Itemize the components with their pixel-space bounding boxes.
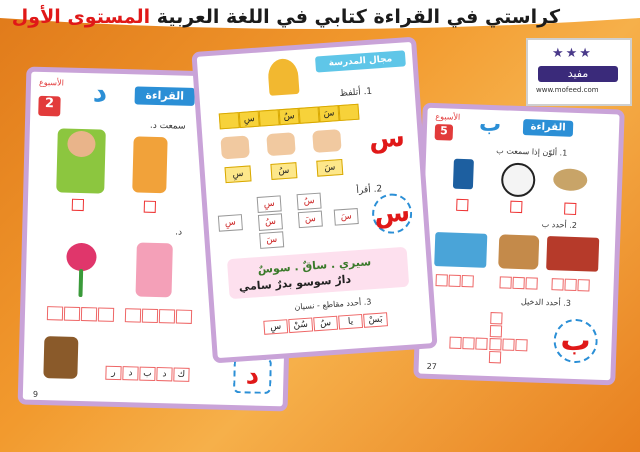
- syllable-pill: سِ: [257, 195, 282, 213]
- section-header: القراءة: [135, 86, 195, 106]
- grid-cell[interactable]: [502, 338, 514, 350]
- answer-cell[interactable]: [64, 307, 80, 321]
- grid-cell[interactable]: [515, 339, 527, 351]
- lesson-letter: د: [92, 75, 108, 109]
- girl-image: [135, 242, 172, 297]
- cat-image: [132, 136, 167, 193]
- words-line-1: سيري . ساقٌ . سوسٌ: [257, 255, 372, 277]
- rose-image: [66, 243, 97, 272]
- instruction-1: 1. ألوّن إذا سمعت ب: [496, 146, 568, 158]
- grid-cell[interactable]: [489, 338, 501, 350]
- answer-cell[interactable]: [81, 307, 97, 321]
- page-number: 27: [426, 361, 438, 372]
- letter-cell[interactable]: ر: [105, 366, 121, 380]
- grid-cell[interactable]: [490, 325, 502, 337]
- syllable-card: سُ: [270, 162, 297, 180]
- section-header: مجال المدرسة: [315, 50, 406, 72]
- words-line-2: دارٌ سوسو بدرٌ سامي: [238, 272, 352, 294]
- answer-cell[interactable]: [176, 310, 192, 324]
- letter-cell[interactable]: د: [156, 367, 172, 381]
- instruction-3: 3. أحدد مقاطع - نسيان: [294, 297, 372, 312]
- instruction-1: 1. أتلفظ: [339, 86, 373, 99]
- checkbox[interactable]: [456, 199, 468, 211]
- monkey-image: [43, 336, 78, 379]
- syllable-pill: سِ: [218, 214, 243, 232]
- big-letter: س: [367, 122, 406, 156]
- syllable-cell[interactable]: سُنْ: [288, 317, 313, 333]
- syllable-cell[interactable]: بَسْ: [363, 312, 388, 328]
- checkbox[interactable]: [564, 203, 576, 215]
- week-number: 2: [38, 96, 61, 117]
- syllable-block: سُ: [279, 108, 300, 125]
- logo-name: مفيد: [538, 66, 618, 82]
- syllable-card: سِ: [224, 165, 251, 183]
- syllable-pill: سَ: [259, 231, 284, 249]
- checkbox[interactable]: [510, 201, 522, 213]
- answer-cell[interactable]: [142, 309, 158, 323]
- lesson-letter: ب: [478, 111, 502, 138]
- syllable-block: [259, 109, 280, 126]
- bell-icon: [267, 58, 299, 96]
- instruction-1: سمعت د.: [149, 120, 186, 132]
- answer-cell[interactable]: [98, 307, 114, 321]
- odd-one-grid: [449, 311, 551, 370]
- middle-page: [191, 37, 437, 364]
- letter-cell[interactable]: د: [122, 366, 138, 380]
- syllable-pill: سُ: [258, 213, 283, 231]
- carpet-image: [546, 236, 599, 272]
- target-letter: ب: [553, 318, 599, 364]
- right-page: [413, 103, 625, 386]
- grid-cell[interactable]: [475, 338, 487, 350]
- sea-image: [434, 232, 487, 268]
- grid-cell[interactable]: [490, 312, 502, 324]
- syllable-pill: سَ: [298, 211, 323, 229]
- syllable-pill: سُ: [297, 193, 322, 211]
- letter-cell[interactable]: ك: [173, 367, 189, 381]
- syllable-pill: سَ: [334, 208, 359, 226]
- answer-cell[interactable]: [551, 278, 563, 290]
- answer-cell[interactable]: [564, 279, 576, 291]
- checkbox[interactable]: [144, 201, 156, 213]
- grid-cell[interactable]: [462, 337, 474, 349]
- syllable-block: سَ: [318, 105, 339, 122]
- section-header: القراءة: [523, 119, 574, 137]
- syllable-block: سِ: [239, 111, 260, 128]
- target-letter: د: [233, 357, 272, 394]
- answer-cell[interactable]: [577, 279, 589, 291]
- instruction-2: د.: [175, 227, 183, 238]
- answer-cell[interactable]: [159, 309, 175, 323]
- instruction-2: 2. أحدد ب: [541, 219, 578, 231]
- sieve-image: [553, 168, 588, 191]
- week-label: الأسبوع: [38, 77, 64, 88]
- answer-cell[interactable]: [448, 275, 460, 287]
- logo-url: www.mofeed.com: [536, 86, 599, 94]
- answer-cell[interactable]: [525, 277, 537, 289]
- grid-cell[interactable]: [489, 351, 501, 363]
- syllable-card: سَ: [316, 159, 343, 177]
- week-number: 5: [435, 124, 454, 141]
- page-title: [11, 6, 560, 36]
- letter-cell[interactable]: ب: [139, 367, 155, 381]
- title-level: المستوى الأول: [11, 6, 151, 28]
- answer-cell[interactable]: [512, 277, 524, 289]
- target-letter: س: [371, 192, 414, 235]
- hand-sign-image: [266, 132, 295, 156]
- words-box: [227, 247, 409, 299]
- barrel-image: [453, 159, 474, 190]
- hand-sign-image: [312, 129, 341, 153]
- answer-cell[interactable]: [47, 306, 63, 320]
- syllable-cell[interactable]: سِ: [263, 319, 288, 335]
- hand-sign-image: [220, 135, 249, 159]
- syllable-cell[interactable]: سُ: [313, 316, 338, 332]
- instruction-3: 3. أحدد الدخيل: [520, 297, 572, 308]
- instruction-2: 2. أقرأ: [356, 184, 383, 197]
- dog-image: [498, 234, 539, 269]
- syllable-cell[interactable]: يا: [338, 314, 363, 330]
- syllable-block: [299, 106, 320, 123]
- syllable-block: [338, 104, 359, 121]
- answer-cell[interactable]: [461, 275, 473, 287]
- rose-stem: [78, 269, 83, 297]
- week-label: الأسبوع: [435, 112, 461, 122]
- answer-cell[interactable]: [499, 276, 511, 288]
- ball-image: [501, 162, 536, 197]
- syllable-block: [219, 112, 240, 129]
- answer-cell[interactable]: [435, 274, 447, 286]
- page-number: 9: [32, 389, 39, 399]
- checkbox[interactable]: [72, 199, 84, 211]
- title-main: كراستي في القراءة كتابي في اللغة العربية: [156, 6, 560, 28]
- site-logo: [526, 38, 632, 106]
- answer-cell[interactable]: [125, 308, 141, 322]
- grid-cell[interactable]: [449, 337, 461, 349]
- stars-icon: ★★★: [552, 46, 593, 61]
